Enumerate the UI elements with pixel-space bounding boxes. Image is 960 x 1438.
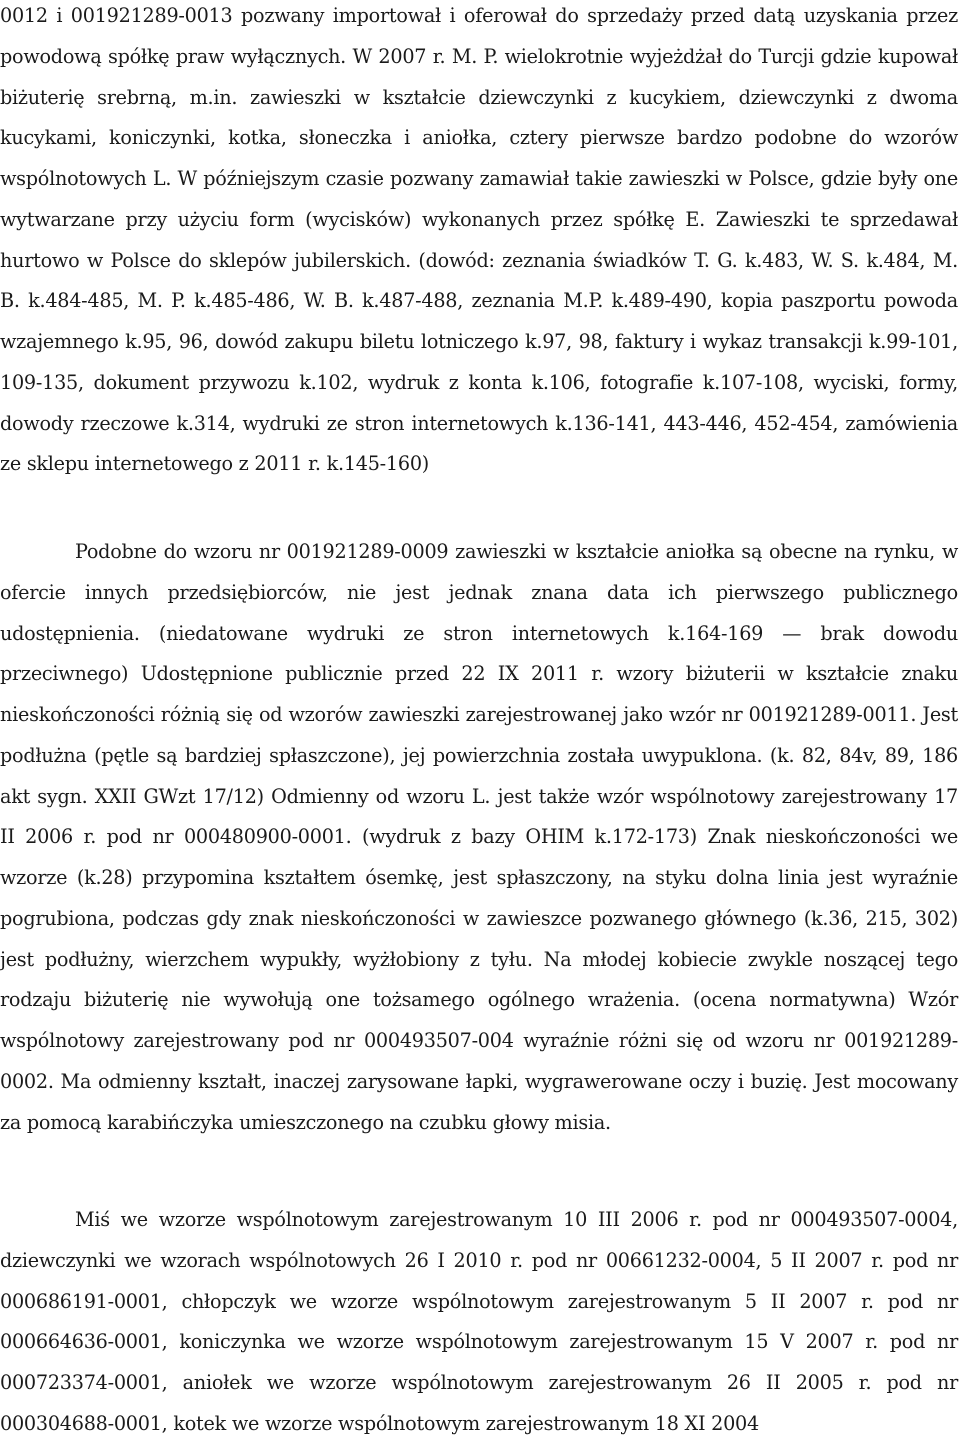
paragraph-registered-designs: Miś we wzorze wspólnotowym zarejestrowanym 10 III 2006 r. pod nr 000493507-0004, dziewczynki we wzorach wspólnotowych 26 I 2010 r. pod nr 00661232-0004, 5 II 2007 r. pod nr 000686191-0001, chłopczyk we wzorze wspólnotowym zarejestrowanym 5 II 2007 r. pod nr 000664636-0001, koniczynka we wzorze wspólnotowym zarejestrowanym 15 V 2007 r. pod nr 000723374-0001, aniołek we wzorze wspólnotowym zarejestrowanym 26 II 2005 r. pod nr 000304688-0001, kotek we wzorze wspólnotowym zarejestrowanym 18 XI 2004 — [0, 1208, 958, 1435]
paragraph-findings-import: 0012 i 001921289-0013 pozwany importował i oferował do sprzedaży przed datą uzyskania przez powodową spółkę praw wyłącznych. W 2007 r. M. P. wielokrotnie wyjeżdżał do Turcji gdzie kupował biżuterię srebrną, m.in. zawieszki w kształcie dziewczynki z kucykiem, dziewczynki z dwoma kucykami, koniczynki, kotka, słoneczka i aniołka, cztery pierwsze bardzo podobne do wzorów wspólnotowych L. W późniejszym czasie pozwany zamawiał takie zawieszki w Polsce, gdzie były one wytwarzane przy użyciu form (wycisków) wykonanych przez spółkę E. Zawieszki te sprzedawał hurtowo w Polsce do sklepów jubilerskich. (dowód: zeznania świadków T. G. k.483, W. S. k.484, M. B. k.484-485, M. P. k.485-486, W. B. k.487-488, zeznania M.P. k.489-490, kopia paszportu powoda wzajemnego k.95, 96, dowód zakupu biletu lotniczego k.97, 98, faktury i wykaz transakcji k.99-101, 109-135, dokument przywozu k.102, wydruk z konta k.106, fotografie k.107-108, wyciski, formy, dowody rzeczowe k.314, wydruki ze stron internetowych k.136-141, 443-446, 452-454, zamówienia ze sklepu internetowego z 2011 r. k.145-160) — [0, 4, 958, 476]
paragraph-angel-pendant-comparison: Podobne do wzoru nr 001921289-0009 zawieszki w kształcie aniołka są obecne na rynku, w ofercie innych przedsiębiorców, nie jest jednak znana data ich pierwszego publicznego udostępnienia. (niedatowane wydruki ze stron internetowych k.164-169 — brak dowodu przeciwnego) Udostępnione publicznie przed 22 IX 2011 r. wzory biżuterii w kształcie znaku nieskończoności różnią się od wzorów zawieszki zarejestrowanej jako wzór nr 001921289-0011. Jest podłużna (pętle są bardziej spłaszczone), jej powierzchnia została uwypuklona. (k. 82, 84v, 89, 186 akt sygn. XXII GWzt 17/12) Odmienny od wzoru L. jest także wzór wspólnotowy zarejestrowany 17 II 2006 r. pod nr 000480900-0001. (wydruk z bazy OHIM k.172-173) Znak nieskończoności we wzorze (k.28) przypomina kształtem ósemkę, jest spłaszczony, na styku dolna linia jest wyraźnie pogrubiona, podczas gdy znak nieskończoności w zawieszce pozwanego głównego (k.36, 215, 302) jest podłużny, wierzchem wypukły, wyżłobiony z tyłu. Na młodej kobiecie zwykle noszącej tego rodzaju biżuterię nie wywołują one tożsamego ogólnego wrażenia. (ocena normatywna) Wzór wspólnotowy zarejestrowany pod nr 000493507-004 wyraźnie różni się od wzoru nr 001921289-0002. Ma odmienny kształt, inaczej zarysowane łapki, wygrawerowane oczy i buzię. Jest mocowany za pomocą karabińczyka umieszczonego na czubku głowy misia. — [0, 540, 958, 1134]
